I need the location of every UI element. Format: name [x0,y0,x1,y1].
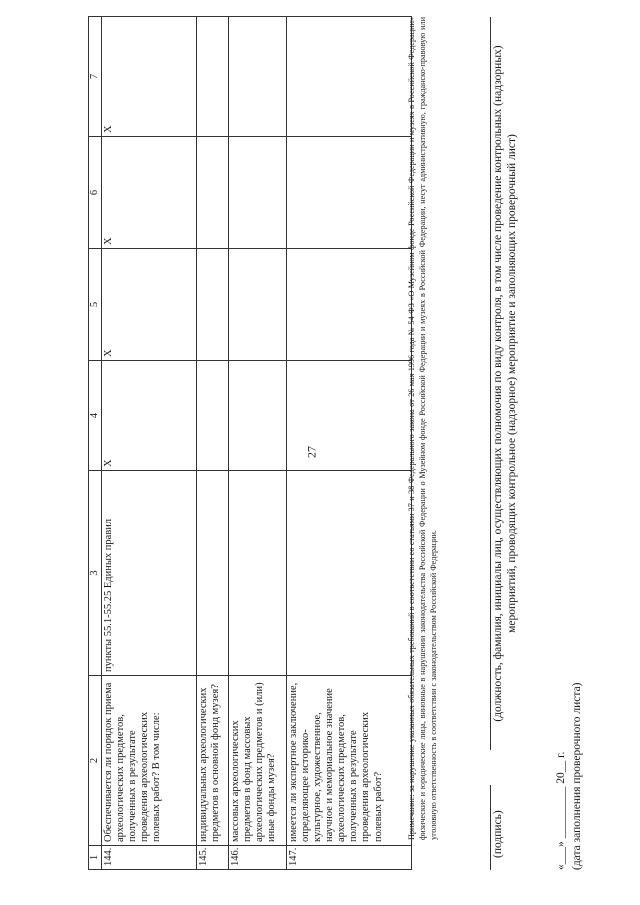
row-cell-5 [197,249,229,361]
signature-line [490,785,491,870]
row-basis [287,471,412,676]
row-cell-4 [229,361,287,471]
table-row [197,17,229,870]
col-header-7: 7 [89,17,102,137]
row-cell-7 [197,17,229,137]
row-question: массовых археологических предметов в фонд массовых археологических предметов и (или) иные фонды музея? [229,676,287,846]
legal-note [407,17,439,870]
row-number: 145. [197,846,229,870]
row-cell-4: Х [102,361,197,471]
row-number: 146. [229,846,287,870]
row-cell-5: Х [102,249,197,361]
row-basis: пункты 55.1-55.25 Единых правил [102,471,197,676]
note-text: Примечание: за нарушение указанных обязательных требований в соответствии со статьями 37 и 38 Федерального закона от 26 мая 1996 года № 54-ФЗ «О Музейном фонде Российской Федерации и музеях в Российской Федерации» физические и юридические лица, виновные в нарушении законодательства Российской Федерации о Музейном фонде Российской Федерации и музеях в Российской Федерации, несут административную, гражданско-правовую или уголовную ответственность в соответствии с законодательством Российской Федерации. [407,17,438,840]
row-cell-7 [287,17,412,137]
row-cell-4 [197,361,229,471]
row-basis [229,471,287,676]
row-question: индивидуальных археологических предметов в основной фонд музея? [197,676,229,846]
checklist-table [88,16,412,870]
col-header-2: 2 [89,676,102,846]
col-header-3: 3 [89,471,102,676]
table-row [229,17,287,870]
row-cell-5 [229,249,287,361]
position-line [490,17,491,750]
row-cell-6 [287,137,412,249]
row-cell-5 [287,249,412,361]
row-cell-7 [229,17,287,137]
row-question: Обеспечивается ли порядок приема археологических предметов, полученных в результате проведения археологических полевых работ? В том числе: [102,676,197,846]
date-label: (дата заполнения проверочного листа) [571,682,583,870]
signature-label: (подпись) [492,810,504,858]
col-header-4: 4 [89,361,102,471]
row-cell-6 [197,137,229,249]
page-number: 27 [304,446,319,458]
date-line: «___» _________ 20__ г. [555,751,567,870]
col-header-5: 5 [89,249,102,361]
table-header-row [89,17,102,870]
row-cell-6: Х [102,137,197,249]
row-number: 147. [287,846,412,870]
position-label: (должность, фамилия, инициалы лиц, осуществляющих полномочия по виду контроля, в том числе проведение контрольных (надзорных) мероприятий, проводящих контрольное (надзорное) мероприятие и заполняющих проверочный лист) [492,45,518,722]
rotated-page-content [0,5,640,870]
row-cell-6 [229,137,287,249]
col-header-1: 1 [89,846,102,870]
row-cell-7: Х [102,17,197,137]
row-number: 144. [102,846,197,870]
row-cell-4 [287,361,412,471]
row-basis [197,471,229,676]
table-row [287,17,412,870]
table-row [102,17,197,870]
col-header-6: 6 [89,137,102,249]
row-question: имеется ли экспертное заключение, определяющее историко-культурное, художественное, научное и мемориальное значение археологических предметов, полученных в результате проведения археологических полевых работ? [287,676,412,846]
